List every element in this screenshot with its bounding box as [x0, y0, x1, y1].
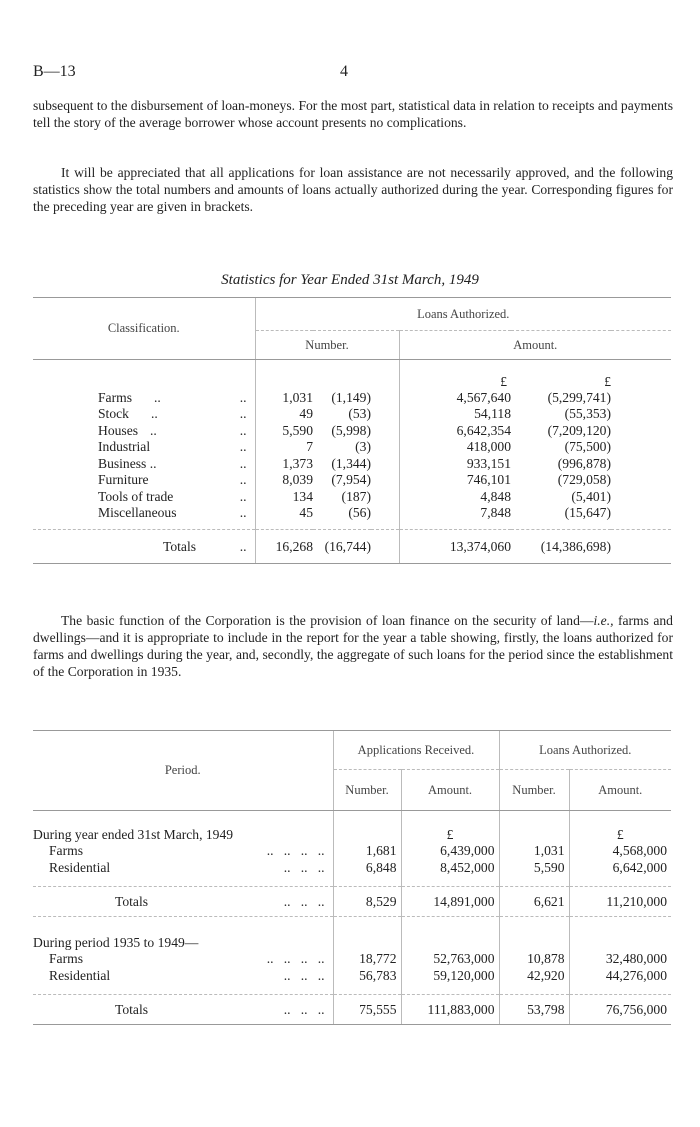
leader-dots: ..	[239, 389, 247, 405]
cell-loan-amount: 44,276,000	[569, 968, 671, 985]
leader-dots: ..	[239, 505, 247, 521]
row-label: Houses	[98, 422, 139, 438]
statistics-table	[33, 297, 671, 564]
table-row	[33, 439, 671, 456]
row-label: Residential	[49, 860, 111, 875]
total-app-amount: 14,891,000	[401, 887, 499, 917]
currency-symbol: £	[569, 811, 671, 843]
paragraph-1: subsequent to the disbursement of loan-moneys. For the most part, statistical data in relation to receipts and payments tell the story of the average borrower whose account presents no complications.	[33, 98, 673, 130]
cell-number: 1,031	[255, 390, 313, 407]
row-label: Farms	[49, 951, 83, 966]
leader-dots: ..	[239, 406, 247, 422]
cell-app-amount: 8,452,000	[401, 860, 499, 877]
cell-number: 5,590	[255, 423, 313, 440]
page-number: 4	[340, 63, 348, 80]
cell-amount-prev: (75,500)	[564, 439, 611, 455]
total-amount: 13,374,060	[399, 530, 511, 564]
cell-app-amount: 59,120,000	[401, 968, 499, 985]
cell-loan-number: 10,878	[499, 951, 569, 968]
cell-amount: 746,101	[399, 472, 511, 489]
table-row	[33, 505, 671, 522]
table-row	[33, 472, 671, 489]
table-row	[33, 390, 671, 407]
cell-number-prev: (56)	[348, 505, 371, 521]
cell-number-prev: (1,149)	[331, 389, 371, 405]
cell-number: 45	[255, 505, 313, 522]
loans-authorized-header: Loans Authorized.	[499, 731, 671, 770]
leader-dots: .. .. .. ..	[266, 951, 325, 966]
total-loan-amount: 11,210,000	[569, 887, 671, 917]
leader-dots: ..	[239, 439, 247, 455]
total-app-number: 8,529	[333, 887, 401, 917]
cell-number: 134	[255, 489, 313, 506]
amount-header: Amount.	[401, 770, 499, 811]
loans-table	[33, 730, 671, 1025]
table-row	[33, 423, 671, 440]
total-number-prev: (16,744)	[313, 530, 371, 564]
cell-amount: 418,000	[399, 439, 511, 456]
cell-app-number: 18,772	[333, 951, 401, 968]
cell-amount-prev: (15,647)	[564, 505, 611, 521]
cell-loan-number: 42,920	[499, 968, 569, 985]
total-app-number: 75,555	[333, 995, 401, 1025]
currency-symbol: £	[401, 811, 499, 843]
loans-authorized-header: Loans Authorized.	[255, 298, 671, 331]
cell-amount: 4,567,640	[399, 390, 511, 407]
cell-number-prev: (187)	[341, 488, 371, 504]
row-label: Residential	[49, 968, 111, 983]
table-row	[33, 406, 671, 423]
totals-label: Totals	[115, 1001, 149, 1017]
leader-dots: ..	[239, 488, 247, 504]
section-heading: During period 1935 to 1949—	[33, 917, 333, 951]
cell-amount: 933,151	[399, 456, 511, 473]
cell-amount-prev: (996,878)	[557, 455, 611, 471]
row-label: Stock	[98, 406, 129, 422]
cell-amount-prev: (5,299,741)	[547, 389, 611, 405]
cell-number: 1,373	[255, 456, 313, 473]
cell-app-number: 56,783	[333, 968, 401, 985]
totals-row	[33, 887, 671, 917]
amount-header: Amount.	[399, 331, 671, 360]
leader-dots: ..	[239, 472, 247, 488]
row-label: Farms	[49, 843, 83, 858]
row-label: Farms	[98, 389, 132, 405]
row-label: Furniture	[98, 472, 149, 488]
cell-amount-prev: (7,209,120)	[547, 422, 611, 438]
leader-dots: ..	[239, 455, 247, 471]
currency-symbol: £	[604, 373, 611, 389]
table-row	[33, 843, 671, 860]
total-number: 16,268	[255, 530, 313, 564]
table-row	[33, 860, 671, 877]
total-app-amount: 111,883,000	[401, 995, 499, 1025]
leader-dots: .. .. .. ..	[266, 843, 325, 858]
total-loan-number: 6,621	[499, 887, 569, 917]
leader-dots: .. .. ..	[283, 860, 325, 875]
totals-label: Totals	[163, 538, 197, 554]
cell-number-prev: (5,998)	[331, 422, 371, 438]
totals-row	[33, 995, 671, 1025]
paragraph-2	[33, 164, 673, 215]
classification-header: Classification.	[33, 298, 255, 360]
number-header: Number.	[499, 770, 569, 811]
leader-dots: ..	[239, 422, 247, 438]
leader-dots: .. .. ..	[283, 893, 325, 909]
cell-number-prev: (3)	[355, 439, 371, 455]
table-row	[33, 951, 671, 968]
row-label: Tools of trade	[98, 488, 174, 504]
cell-number-prev: (7,954)	[331, 472, 371, 488]
total-amount-prev: (14,386,698)	[511, 530, 611, 564]
totals-row	[33, 530, 671, 564]
leader-dots: ..	[150, 422, 157, 438]
cell-amount: 54,118	[399, 406, 511, 423]
cell-app-amount: 52,763,000	[401, 951, 499, 968]
leader-dots: ..	[153, 389, 161, 405]
paragraph-3-ie: i.e.,	[593, 613, 614, 628]
cell-loan-number: 5,590	[499, 860, 569, 877]
cell-app-number: 6,848	[333, 860, 401, 877]
cell-loan-number: 1,031	[499, 843, 569, 860]
cell-number-prev: (53)	[348, 406, 371, 422]
period-header: Period.	[33, 731, 333, 811]
leader-dots: .. .. ..	[283, 968, 325, 983]
cell-amount: 4,848	[399, 489, 511, 506]
number-header: Number.	[255, 331, 399, 360]
cell-amount: 7,848	[399, 505, 511, 522]
table-row	[33, 456, 671, 473]
row-label: Industrial	[98, 439, 151, 455]
paragraph-2-text: It will be appreciated that all applications for loan assistance are not necessarily approved, and the following statistics show the total numbers and amounts of loans actually authorized during the year. Corresponding figures for the preceding year are given in brackets.	[33, 165, 673, 214]
leader-dots: ..	[239, 538, 247, 554]
applications-received-header: Applications Received.	[333, 731, 499, 770]
table-1-title: Statistics for Year Ended 31st March, 1949	[221, 272, 479, 288]
cell-app-amount: 6,439,000	[401, 843, 499, 860]
cell-number: 7	[255, 439, 313, 456]
leader-dots: .. .. ..	[283, 1001, 325, 1017]
amount-header: Amount.	[569, 770, 671, 811]
currency-symbol: £	[399, 360, 511, 390]
page-header-left: B—13	[33, 63, 76, 80]
cell-amount-prev: (5,401)	[571, 488, 611, 504]
leader-dots: ..	[150, 406, 158, 422]
table-row	[33, 968, 671, 985]
totals-label: Totals	[115, 893, 149, 909]
cell-amount-prev: (729,058)	[557, 472, 611, 488]
paragraph-3-text: The basic function of the Corporation is the provision of loan finance on the security of land—	[61, 613, 594, 628]
paragraph-3	[33, 612, 673, 680]
section-heading: During year ended 31st March, 1949	[33, 826, 234, 842]
cell-number: 49	[255, 406, 313, 423]
cell-loan-amount: 32,480,000	[569, 951, 671, 968]
cell-loan-amount: 4,568,000	[569, 843, 671, 860]
total-loan-amount: 76,756,000	[569, 995, 671, 1025]
paragraph-3-text-b: farms and dwellings—and it is appropriate to include in the report for the year a table showing, firstly, the loans authorized for farms and dwellings during the year, and, secondly, the aggregate of such loans for the period since the establishment of the Corporation in 1935.	[33, 613, 673, 679]
table-row	[33, 489, 671, 506]
cell-app-number: 1,681	[333, 843, 401, 860]
cell-number-prev: (1,344)	[331, 455, 371, 471]
cell-loan-amount: 6,642,000	[569, 860, 671, 877]
cell-amount: 6,642,354	[399, 423, 511, 440]
number-header: Number.	[333, 770, 401, 811]
total-loan-number: 53,798	[499, 995, 569, 1025]
cell-amount-prev: (55,353)	[564, 406, 611, 422]
cell-number: 8,039	[255, 472, 313, 489]
row-label: Miscellaneous	[98, 505, 177, 521]
row-label: Business ..	[98, 455, 157, 471]
